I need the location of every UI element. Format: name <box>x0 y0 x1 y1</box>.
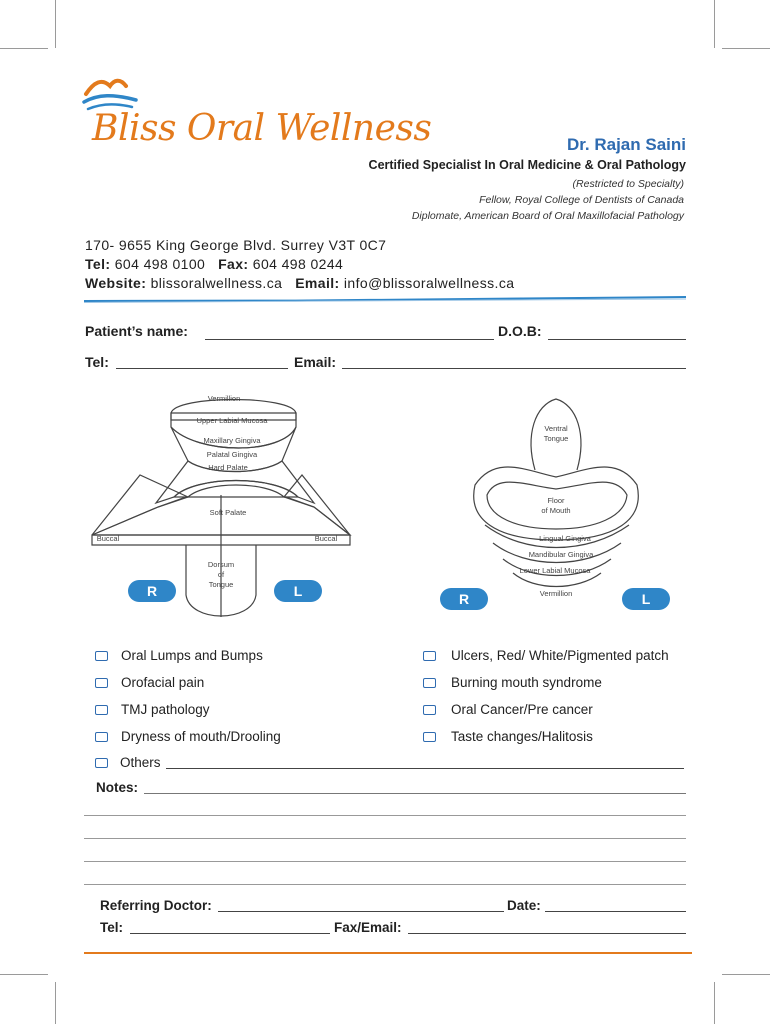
hard-palate-region[interactable] <box>174 481 298 498</box>
footer-divider <box>84 952 692 954</box>
checkbox[interactable] <box>95 705 108 715</box>
restriction: (Restricted to Specialty) <box>572 178 684 190</box>
website-label: Website: <box>85 275 147 291</box>
notes-line[interactable] <box>84 838 686 839</box>
ventral-text-1: Ventral <box>544 424 568 433</box>
checkbox[interactable] <box>423 732 436 742</box>
lingual-gingiva-text: Lingual Gingiva <box>539 534 591 543</box>
checkbox[interactable] <box>95 651 108 661</box>
tel-label: Tel: <box>85 256 111 272</box>
email-link[interactable]: info@blissoralwellness.ca <box>343 275 515 291</box>
dorsum-text-1: Dorsum <box>207 560 235 569</box>
specialty: Certified Specialist In Oral Medicine & Oral Pathology <box>368 158 686 172</box>
dob-label: D.O.B: <box>498 323 542 339</box>
option-tmj: TMJ pathology <box>121 702 210 717</box>
website-link[interactable]: blissoralwellness.ca <box>150 275 283 291</box>
floor-text-1: Floor <box>547 496 565 505</box>
upper-left-badge: L <box>274 580 322 602</box>
email-label: Email: <box>295 275 340 291</box>
fax-email-label: Fax/Email: <box>334 920 402 935</box>
crop-mark <box>0 48 48 49</box>
header-divider <box>84 294 686 304</box>
fax-label: Fax: <box>218 256 249 272</box>
referring-doctor-field[interactable] <box>218 911 504 912</box>
crop-mark <box>722 48 770 49</box>
soft-palate-text: Soft Palate <box>209 508 247 517</box>
patient-name-field[interactable] <box>205 339 494 340</box>
vermillion-text: Vermillion <box>207 394 241 403</box>
upper-labial-mucosa-text: Upper Labial Mucosa <box>196 416 268 425</box>
buccal-right-text: Buccal <box>314 534 338 543</box>
notes-label: Notes: <box>96 780 139 795</box>
option-taste-changes: Taste changes/Halitosis <box>451 729 593 744</box>
checkbox[interactable] <box>423 651 436 661</box>
web-line <box>85 275 514 291</box>
checkbox[interactable] <box>423 705 436 715</box>
notes-line[interactable] <box>84 884 686 885</box>
patient-tel-field[interactable] <box>116 368 288 369</box>
lower-vermillion-text: Vermillion <box>539 589 573 598</box>
option-others: Others <box>120 755 161 770</box>
lower-labial-mucosa-text: Lower Labial Mucosa <box>519 566 591 575</box>
hard-palate-text: Hard Palate <box>208 463 248 472</box>
lower-left-badge: L <box>622 588 670 610</box>
option-oral-cancer: Oral Cancer/Pre cancer <box>451 702 593 717</box>
dorsum-text-3: Tongue <box>208 580 234 589</box>
others-field[interactable] <box>166 768 684 769</box>
referral-tel-label: Tel: <box>100 920 123 935</box>
brand-name: Bliss Oral Wellness <box>92 108 432 149</box>
fellowship: Fellow, Royal College of Dentists of Canada <box>479 194 684 206</box>
option-ulcers: Ulcers, Red/ White/Pigmented patch <box>451 648 669 663</box>
checkbox[interactable] <box>95 678 108 688</box>
option-burning-mouth: Burning mouth syndrome <box>451 675 602 690</box>
mandibular-gingiva-text: Mandibular Gingiva <box>528 550 594 559</box>
upper-right-badge: R <box>128 580 176 602</box>
fax-value: 604 498 0244 <box>252 256 344 272</box>
diplomate: Diplomate, American Board of Oral Maxillofacial Pathology <box>411 210 684 222</box>
lower-mouth-diagram <box>465 385 655 605</box>
address: 170- 9655 King George Blvd. Surrey V3T 0C7 <box>85 237 387 253</box>
patient-email-field[interactable] <box>342 368 686 369</box>
option-orofacial-pain: Orofacial pain <box>121 675 205 690</box>
ventral-text-2: Tongue <box>543 434 569 443</box>
crop-mark <box>714 982 715 1024</box>
checkbox[interactable] <box>95 732 108 742</box>
fax-email-field[interactable] <box>408 933 686 934</box>
patient-tel-label: Tel: <box>85 354 109 370</box>
crop-mark <box>722 974 770 975</box>
option-dryness: Dryness of mouth/Drooling <box>121 729 281 744</box>
lower-right-badge: R <box>440 588 488 610</box>
tel-value: 604 498 0100 <box>114 256 206 272</box>
buccal-left-text: Buccal <box>96 534 120 543</box>
notes-field[interactable] <box>144 793 686 794</box>
patient-email-label: Email: <box>294 354 337 370</box>
phone-line <box>85 256 343 272</box>
checkbox[interactable] <box>95 758 108 768</box>
checkbox[interactable] <box>423 678 436 688</box>
crop-mark <box>714 0 715 48</box>
maxillary-gingiva-text: Maxillary Gingiva <box>203 436 261 445</box>
date-field[interactable] <box>545 911 686 912</box>
dob-field[interactable] <box>548 339 686 340</box>
referral-tel-field[interactable] <box>130 933 330 934</box>
referring-doctor-label: Referring Doctor: <box>100 898 212 913</box>
date-label: Date: <box>507 898 541 913</box>
option-oral-lumps: Oral Lumps and Bumps <box>121 648 263 663</box>
doctor-name: Dr. Rajan Saini <box>566 135 686 154</box>
crop-mark <box>55 0 56 48</box>
crop-mark <box>55 982 56 1024</box>
patient-name-label: Patient’s name: <box>85 323 188 339</box>
floor-text-2: of Mouth <box>541 506 571 515</box>
dorsum-text-2: of <box>217 570 225 579</box>
notes-line[interactable] <box>84 861 686 862</box>
notes-line[interactable] <box>84 815 686 816</box>
crop-mark <box>0 974 48 975</box>
palatal-gingiva-text: Palatal Gingiva <box>206 450 258 459</box>
